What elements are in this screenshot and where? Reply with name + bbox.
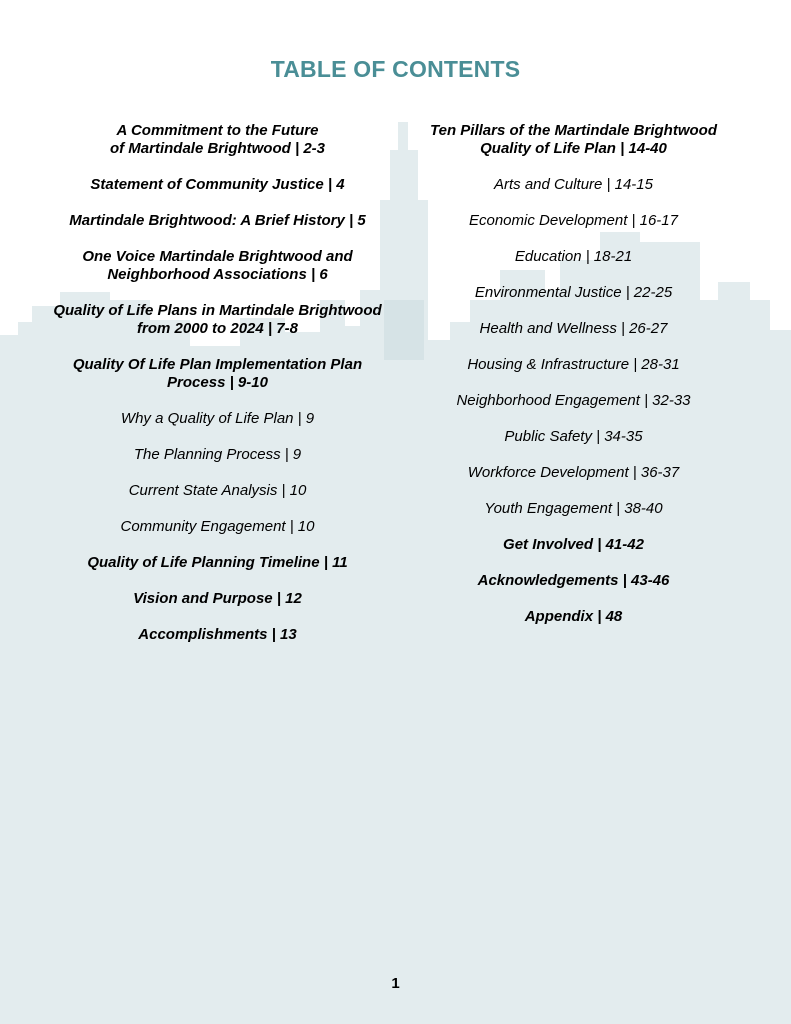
- toc-entry: [395, 572, 752, 590]
- toc-entry-line: Neighborhood Associations | 6: [107, 266, 328, 283]
- toc-entry: [20, 590, 415, 608]
- toc-entry: [20, 518, 415, 536]
- toc-entry: [395, 248, 752, 266]
- toc-entry-line: Workforce Development | 36-37: [467, 464, 680, 481]
- toc-entry-line: Quality of Life Plans in Martindale Brightwood: [53, 302, 382, 319]
- toc-entry-line: Process | 9-10: [167, 374, 268, 391]
- toc-entry: [395, 536, 752, 554]
- toc-entry: [20, 446, 415, 464]
- toc-entry-line: Ten Pillars of the Martindale Brightwood: [430, 122, 717, 139]
- toc-entry: [20, 554, 415, 572]
- toc-entry-line: Quality of Life Planning Timeline | 11: [87, 554, 348, 571]
- toc-entry-line: of Martindale Brightwood | 2-3: [109, 140, 326, 157]
- toc-entry: [20, 356, 415, 392]
- toc-entry: [395, 392, 752, 410]
- toc-right-column: [395, 122, 752, 644]
- toc-entry-line: Get Involved | 41-42: [503, 536, 644, 553]
- toc-entry-line: Neighborhood Engagement | 32-33: [456, 392, 691, 409]
- toc-entry: [395, 284, 752, 302]
- toc-entry-line: Housing & Infrastructure | 28-31: [467, 356, 680, 373]
- toc-entry: [395, 428, 752, 446]
- toc-entry-line: Quality of Life Plan | 14-40: [480, 140, 667, 157]
- toc-entry-line: Appendix | 48: [524, 608, 623, 625]
- toc-entry-line: Quality Of Life Plan Implementation Plan: [72, 356, 363, 373]
- toc-entry-line: from 2000 to 2024 | 7-8: [137, 320, 298, 337]
- toc-entry: [20, 410, 415, 428]
- toc-entry-line: Economic Development | 16-17: [468, 212, 678, 229]
- toc-entry-line: Public Safety | 34-35: [504, 428, 643, 445]
- toc-entry: [395, 176, 752, 194]
- toc-left-column: [20, 122, 415, 662]
- toc-entry: [20, 626, 415, 644]
- page-number: 1: [391, 975, 400, 992]
- toc-entry-line: One Voice Martindale Brightwood and: [82, 248, 353, 265]
- toc-entry: [395, 608, 752, 626]
- toc-entry-line: Health and Wellness | 26-27: [479, 320, 668, 337]
- toc-entry-line: A Commitment to the Future: [116, 122, 319, 139]
- toc-entry-line: Arts and Culture | 14-15: [494, 176, 653, 193]
- toc-entry: [20, 302, 415, 338]
- toc-entry-line: Martindale Brightwood: A Brief History | 5: [69, 212, 366, 229]
- toc-entry-line: Community Engagement | 10: [120, 518, 315, 535]
- toc-entry: [395, 464, 752, 482]
- toc-entry-line: The Planning Process | 9: [133, 446, 302, 463]
- toc-entry-line: Youth Engagement | 38-40: [484, 500, 663, 517]
- toc-entry-line: Why a Quality of Life Plan | 9: [120, 410, 315, 427]
- toc-entry: [20, 482, 415, 500]
- toc-entry-line: Statement of Community Justice | 4: [90, 176, 345, 193]
- toc-entry-line: Current State Analysis | 10: [128, 482, 307, 499]
- toc-entry-line: Environmental Justice | 22-25: [474, 284, 673, 301]
- toc-entry: [20, 176, 415, 194]
- toc-entry: [395, 212, 752, 230]
- toc-entry-line: Acknowledgements | 43-46: [477, 572, 670, 589]
- page-title: TABLE OF CONTENTS: [270, 56, 521, 82]
- toc-entry: [20, 212, 415, 230]
- toc-entry: [20, 248, 415, 284]
- toc-entry: [395, 500, 752, 518]
- toc-entry: [395, 122, 752, 158]
- toc-entry: [395, 356, 752, 374]
- toc-entry-line: Vision and Purpose | 12: [133, 590, 302, 607]
- toc-entry: [395, 320, 752, 338]
- toc-entry-line: Education | 18-21: [514, 248, 633, 265]
- toc-entry: [20, 122, 415, 158]
- toc-entry-line: Accomplishments | 13: [138, 626, 297, 643]
